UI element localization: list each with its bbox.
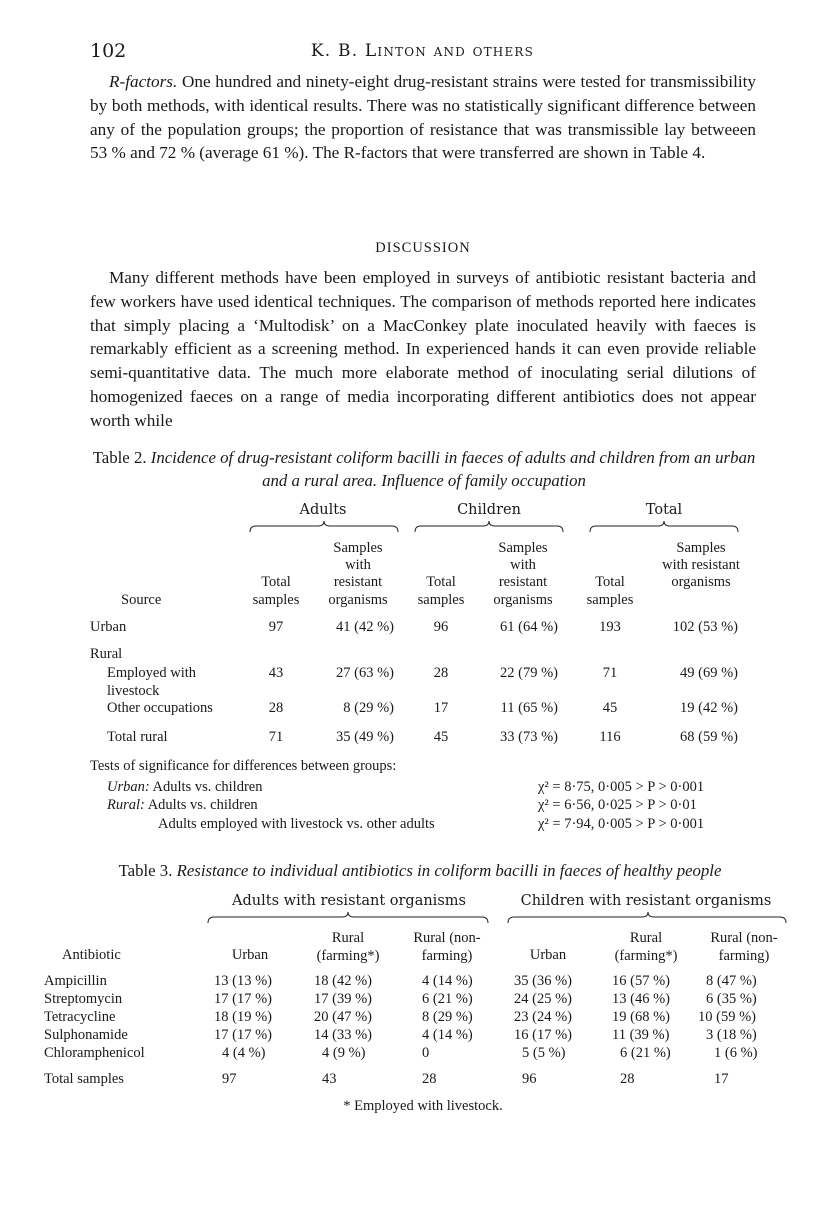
table3-antibiotic: Streptomycin [44,991,123,1007]
table3-cell: 4 (14 %) [422,973,473,989]
table3-cell: 0 [422,1045,430,1061]
table2-test-group: Urban: [107,779,150,795]
table2-cell: 49 (69 %) [680,665,738,681]
table2-cell: 96 [433,619,449,635]
table3-cell: 5 (5 %) [522,1045,566,1061]
table3-cell: 16 (17 %) [514,1027,572,1043]
table3-cell: 6 (21 %) [620,1045,671,1061]
table3-cell: 8 (47 %) [706,973,757,989]
r-factors-paragraph [90,70,756,165]
table2-brace-total [590,521,738,532]
table3-cell: 4 (14 %) [422,1027,473,1043]
table3-cell: 13 (46 %) [612,991,670,1007]
table3-group-children: Children with resistant organisms [520,893,772,909]
table2-cell: 97 [268,619,284,635]
table2-caption [90,446,758,492]
table3-cell: 10 (59 %) [698,1009,756,1025]
table3-total: 97 [222,1071,237,1087]
table3-cell: 8 (29 %) [422,1009,473,1025]
table3-cell: 17 (17 %) [214,1027,272,1043]
table2-row-source: Total rural [107,729,168,745]
table3-cell: 17 (39 %) [314,991,372,1007]
table2-row-source: Employed with livestock [107,665,197,699]
table2-cell: 19 (42 %) [680,700,738,716]
table2-label: Table 2. [92,448,147,467]
table2-cell: 28 [268,700,284,716]
table2-cell: 102 (53 %) [672,619,738,635]
table2-cell: 27 (63 %) [336,665,394,681]
table2-cell: 45 [602,700,618,716]
table2-test-label: Adults vs. children [152,779,263,795]
table3-group-adults: Adults with resistant organisms [232,893,466,909]
table3-label: Table 3. [118,861,173,880]
running-head [90,40,755,66]
table2-test-stat: χ² = 8·75, 0·005 > P > 0·001 [538,779,705,795]
discussion-paragraph [90,266,756,433]
table2-cell: 11 (65 %) [500,700,558,716]
table3-col-antibiotic: Antibiotic [62,947,121,963]
table2-test-group: Rural: [107,797,145,813]
table3-antibiotic: Ampicillin [44,973,107,989]
table2-cell: 71 [602,665,618,681]
table3-total: 17 [714,1071,729,1087]
table3-title: Resistance to individual antibiotics in coliform bacilli in faeces of healthy people [176,861,722,880]
table3-cell: 4 (4 %) [222,1045,266,1061]
table2-col-total-resistant: Samples with resistant organisms [662,540,740,591]
table2-test-label: Adults vs. children [147,797,258,813]
table2-row-source: Urban [90,619,127,635]
table3-cell: 18 (19 %) [214,1009,272,1025]
page-number: 102 [90,40,127,62]
table2-cell: 28 [433,665,449,681]
table2-cell: 17 [433,700,449,716]
table3-brace-children [508,912,786,923]
table2-cell: 193 [599,619,621,635]
table3-cell: 20 (47 %) [314,1009,372,1025]
r-factors-text: One hundred and ninety-eight drug-resistant strains were tested for transmissibility by both methods, with identical results. There was no statistically significant difference between any of the population groups; the proportion of resistance that was transmissible lay betweeen 53 % and 72 % (average 61 %). The R-factors that were transferred are shown in Table 4. [90,72,756,163]
table2-col-source: Source [121,592,162,608]
table3-col-urban: Urban [231,947,269,963]
running-title: K. B. Linton and others [310,41,535,61]
table2-cell: 116 [599,729,621,745]
table2-test-row [107,779,262,796]
table3-col-rural-nonfarming: Rural (non-farming) [710,930,778,964]
r-factors-lead: R-factors. [109,72,178,91]
table3-col-rural-farming: Rural (farming*) [614,930,678,964]
table3-cell: 19 (68 %) [612,1009,670,1025]
table2-cell: 8 (29 %) [343,700,394,716]
table2-col-children-resistant: Samples with resistant organisms [493,540,553,608]
table3-cell: 6 (21 %) [422,991,473,1007]
table3-cell: 14 (33 %) [314,1027,372,1043]
table3-footnote: * Employed with livestock. [343,1098,503,1114]
table2-col-children-total: Total samples [417,574,465,608]
table3-col-rural-nonfarming: Rural (non-farming) [413,930,481,964]
table3-col-rural-farming: Rural (farming*) [316,930,380,964]
table2-test-label: Adults employed with livestock vs. other adults [158,816,435,832]
table2-row-source: Rural [90,646,123,662]
table3-antibiotic: Sulphonamide [44,1027,128,1043]
table2-cell: 68 (59 %) [680,729,738,745]
discussion-heading: DISCUSSION [375,240,471,256]
table3-caption [60,859,780,882]
table3-cell: 1 (6 %) [714,1045,758,1061]
table2-cell: 41 (42 %) [336,619,394,635]
table3-total: 28 [620,1071,635,1087]
table2-col-total-total: Total samples [586,574,634,608]
table2-brace-adults [250,521,398,532]
table3-cell: 17 (17 %) [214,991,272,1007]
discussion-text: Many different methods have been employed in surveys of antibiotic resistant bacteria and few workers have used identical techniques. The comparison of methods reported here indicates that simply placing a ‘Multodisk’ on a MacConkey plate inoculated heavily with faeces is remarkably efficient as a screening method. In experienced hands it can even provide reliable semi-quantitative data. The much more elaborate method of inoculating serial dilutions of homogenized faeces on a range of media incorporating different antibiotics does not appear worth while [90,268,756,430]
table3-cell: 18 (42 %) [314,973,372,989]
table3-cell: 3 (18 %) [706,1027,757,1043]
table2-group-children: Children [457,502,521,518]
table3-cell: 23 (24 %) [514,1009,572,1025]
table2-cell: 33 (73 %) [500,729,558,745]
table3-total: 96 [522,1071,537,1087]
table2-row-source: Other occupations [107,700,213,716]
table2-test-stat: χ² = 7·94, 0·005 > P > 0·001 [538,816,705,832]
table2-title: Incidence of drug-resistant coliform bacilli in faeces of adults and children from an urban and a rural area. Influence of family occupation [150,448,756,490]
table3-col-urban: Urban [529,947,567,963]
table3-brace-adults [208,912,488,923]
table2-braces [0,518,816,538]
table3-antibiotic: Chloramphenicol [44,1045,145,1061]
table3-antibiotic: Tetracycline [44,1009,116,1025]
table2-col-adults-resistant: Samples with resistant organisms [328,540,388,608]
table2-cell: 22 (79 %) [500,665,558,681]
table2-test-row [107,797,258,814]
table3-cell: 6 (35 %) [706,991,757,1007]
table2-test-stat: χ² = 6·56, 0·025 > P > 0·01 [538,797,697,813]
table3-cell: 24 (25 %) [514,991,572,1007]
table2-cell: 71 [268,729,284,745]
table2-cell: 35 (49 %) [336,729,394,745]
table3-total: 43 [322,1071,337,1087]
table2-cell: 43 [268,665,284,681]
table3-cell: 11 (39 %) [612,1027,670,1043]
table3-total: 28 [422,1071,437,1087]
table3-cell: 35 (36 %) [514,973,572,989]
table3-braces [0,908,816,928]
table2-group-total: Total [645,502,683,518]
table2-tests-heading: Tests of significance for differences between groups: [90,758,397,774]
table3-cell: 13 (13 %) [214,973,272,989]
table3-cell: 4 (9 %) [322,1045,366,1061]
table3-cell: 16 (57 %) [612,973,670,989]
table2-col-adults-total: Total samples [252,574,300,608]
table3-total-label: Total samples [44,1071,124,1087]
table2-group-adults: Adults [299,502,347,518]
table2-brace-children [415,521,563,532]
table2-cell: 61 (64 %) [500,619,558,635]
table2-cell: 45 [433,729,449,745]
